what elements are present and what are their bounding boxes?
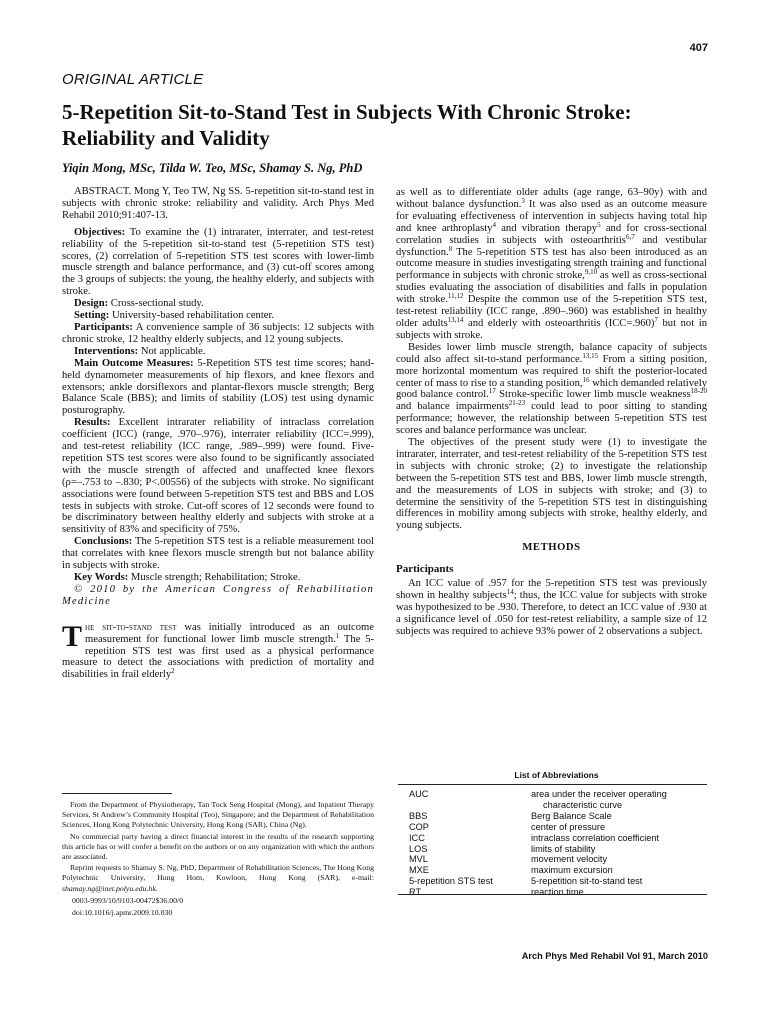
definition-continuation: characteristic curve [543, 799, 623, 810]
intro-paragraph-2 [396, 342, 707, 437]
journal-running-footer: Arch Phys Med Rehabil Vol 91, March 2010 [521, 951, 708, 961]
intro-text: could lead to poor sitting to standing performance; however, the relationship between 5-repetition STS test scores and balance performance was unclear. [396, 401, 707, 437]
left-column [62, 186, 374, 681]
abbreviation-definition [531, 789, 707, 811]
abbreviation-term: ICC [409, 832, 425, 843]
abbreviation-row [409, 844, 707, 855]
abbreviation-definition: reaction time [531, 887, 584, 898]
abstract-interventions [62, 346, 374, 358]
methods-heading: METHODS [522, 542, 581, 554]
conflict-note: No commercial party having a direct financial interest in the results of the research supporting this article has or will confer a benefit on the authors or on any organization with which the authors are associated. [62, 831, 374, 862]
methods-text: ; thus, the ICC value for subjects with stroke was hypothesized to be .930. Therefore, to detect an ICC value of .930 at a significance level of .050 for test-retest reliability, a sample size of 12 subjects was required to achieve 93% power of 2 observations a subject. [396, 590, 707, 637]
doi-line[interactable]: doi:10.1016/j.apmr.2009.10.030 [72, 908, 173, 918]
participants-label: Participants: [74, 321, 133, 333]
abbreviation-term: MVL [409, 854, 428, 865]
abbreviation-definition: limits of stability [531, 843, 596, 854]
outcomes-label: Main Outcome Measures: [74, 357, 194, 369]
results-text: Excellent intrarater reliability of intraclass correlation coefficient (ICC) (range, .970–.976), interrater reliability (ICC=.999), and test-retest reliability (ICC range, .989–.999) were found. Five-repetition STS test scores were also found to be significantly associated with the muscle strength of affected and unaffected knee flexors (ρ=–.753 to –.830; P<.00556) of the subjects with stroke. No significant associations were found between 5-repetition STS test and BBS and LOS tests in subjects with stroke. Cut-off scores of 12 seconds were found to be discriminatory between healthy elderly and subjects with stroke at a sensitivity of 83% and specificity of 75%. [62, 417, 374, 536]
right-column [396, 187, 707, 638]
intro-text: which demanded relatively good balance control. [396, 377, 707, 401]
outcomes-text: 5-Repetition STS test time scores; hand-held dynamometer measurements of hip flexors, and knee flexors and extensors; ankle dorsiflexors and plantar-flexors muscle strength; Berg Balance Scale (BBS); and limits of stability (LOS) test using dynamic posturography. [62, 357, 374, 417]
citation-ref: 3 [521, 196, 525, 205]
footnotes [62, 800, 374, 919]
interventions-text: Not applicable. [140, 345, 206, 357]
setting-label: Setting: [74, 310, 110, 322]
intro-text: and balance impairments [396, 401, 509, 413]
intro-paragraph-1 [62, 619, 374, 682]
abbreviation-row [409, 833, 707, 844]
abstract-citation: ABSTRACT. Mong Y, Teo TW, Ng SS. 5-repetition sit-to-stand test in subjects with chronic stroke: reliability and validity. Arch Phys Med Rehabil 2010;91:407-13. [62, 186, 374, 221]
design-label: Design: [74, 298, 109, 310]
abbreviation-definition: movement velocity [531, 854, 608, 865]
citation-ref: 16 [582, 375, 590, 384]
objectives-label: Objectives: [74, 226, 126, 238]
abstract-participants [62, 322, 374, 346]
participants-text: A convenience sample of 36 subjects: 12 subjects with chronic stroke, 12 healthy elderly subjects, and 12 young subjects. [62, 321, 374, 345]
citation-ref: 7 [654, 315, 658, 324]
intro-paragraph-1-cont [396, 187, 707, 342]
abstract-results [62, 417, 374, 536]
citation-ref: 13,15 [582, 351, 599, 360]
citation-ref: 6,7 [625, 232, 635, 241]
abstract-objectives [62, 227, 374, 298]
abbreviation-definition: Berg Balance Scale [531, 810, 612, 821]
intro-text: and elderly with osteoarthritis (ICC=.960) [463, 317, 655, 329]
abbreviation-term: COP [409, 821, 429, 832]
section-kicker: ORIGINAL ARTICLE [62, 71, 204, 88]
abbreviations-top-rule [398, 784, 707, 785]
abbreviation-definition: center of pressure [531, 821, 606, 832]
abbreviation-row [409, 854, 707, 865]
intro-text: From a sitting position, more horizontal momentum was required to shift the posterior-located center of mass to rise to a standing position, [396, 353, 707, 389]
reprint-text: Reprint requests to Shamay S. Ng, PhD, Department of Rehabilitation Sciences, The Hong Kong Polytechnic University, Hung Hom, Kowloon, Hong Kong (SAR), e-mail: [62, 863, 374, 883]
citation-ref: 4 [492, 220, 496, 229]
objectives-text: To examine the (1) intrarater, interrater, and test-retest reliability of the 5-repetition sit-to-stand test (5-repetition STS test) scores, (2) correlation of 5-repetition STS test scores with lower-limb muscle strength and balance performance, and (3) cut-off scores among the 3 groups of subjects: the young, the healthy elderly, and subjects with stroke. [62, 226, 374, 298]
abbreviation-definition: intraclass correlation coefficient [531, 832, 660, 843]
intro-text: It was also used as an outcome measure for evaluating effectiveness of intervention in subjects having total hip and knee arthroplasty [396, 198, 707, 234]
drop-cap: T [62, 619, 83, 653]
citation-ref: 18-20 [690, 387, 707, 396]
abbreviation-row [409, 887, 707, 898]
abstract-setting [62, 310, 374, 322]
abbreviation-row [409, 865, 707, 876]
intro-text: and for cross-sectional correlation studies in subjects with osteoarthritis [396, 222, 707, 246]
design-text: Cross-sectional study. [110, 298, 204, 310]
abbreviation-definition: maximum excursion [531, 865, 613, 876]
results-label: Results: [74, 417, 111, 429]
methods-paragraph [396, 578, 707, 638]
abbreviation-term: AUC [409, 789, 429, 799]
citation-ref: 21-23 [508, 399, 526, 408]
citation-ref: 17 [488, 387, 496, 396]
abbreviation-row [409, 876, 707, 887]
intro-text: Stroke-specific lower limb muscle weakness [495, 389, 691, 401]
intro-text: The 5-repetition STS test was first used as a physical performance measure to detect the associations with prediction of mortality and disabilities in frail elderly [62, 633, 374, 681]
citation-ref: 5 [597, 220, 601, 229]
intro-text: and vibration therapy [495, 222, 598, 234]
intro-lead: he sit-to-stand test [85, 621, 177, 633]
abbreviation-row [409, 789, 707, 811]
abbreviation-definition: 5-repetition sit-to-stand test [531, 876, 643, 887]
abbreviations-table [409, 789, 707, 898]
abbreviation-row [409, 811, 707, 822]
abstract-keywords [62, 572, 374, 584]
intro-text: as well as cross-sectional studies evaluating the association of disabilities and falls in population with stroke. [396, 270, 708, 306]
abstract-design [62, 298, 374, 310]
methods-text: An ICC value of .957 for the 5-repetition STS test was previously shown in healthy subjects [396, 578, 707, 601]
definition-text: area under the receiver operating [531, 789, 667, 799]
participants-subheading: Participants [396, 563, 454, 576]
abbreviation-term: BBS [409, 810, 428, 821]
affiliation-note: From the Department of Physiotherapy, Tan Tock Seng Hospital (Mong), and Inpatient Therapy Services, St Andrew’s Community Hospital (Teo), Singapore; and the Department of Rehabilitation Sciences, Hong Kong Polytechnic University, Hong Kong (SAR), China (Ng). [62, 800, 374, 830]
intro-text: as well as to differentiate older adults (age range, 63–90y) with and without balance dysfunction. [396, 187, 707, 210]
intro-text: Despite the common use of the 5-repetition STS test, test-retest reliability (ICC range, .890–.960) was established in healthy older adults [396, 294, 707, 329]
interventions-label: Interventions: [74, 345, 139, 357]
reprint-note [62, 863, 374, 894]
abbreviations-bottom-rule [398, 894, 707, 895]
intro-text: Besides lower limb muscle strength, balance capacity of subjects could also affect sit-to-stand performance. [396, 341, 707, 365]
abbreviation-term: LOS [409, 843, 428, 854]
conclusions-text: The 5-repetition STS test is a reliable measurement tool that correlates with knee flexors muscle strength but not balance ability in subjects with stroke. [62, 536, 374, 572]
conclusions-label: Conclusions: [74, 536, 133, 548]
citation-ref: 14 [506, 588, 514, 596]
article-title: 5-Repetition Sit-to-Stand Test in Subjects With Chronic Stroke: Reliability and Validity [62, 100, 632, 150]
abbreviation-row [409, 822, 707, 833]
abbreviation-term: 5-repetition STS test [409, 876, 493, 887]
citation-ref: 8 [448, 244, 453, 253]
intro-text: was initially introduced as an outcome measurement for functional lower limb muscle strength. [85, 621, 374, 645]
keywords-label: Key Words: [74, 572, 129, 583]
citation-ref: 9,10 [584, 268, 598, 277]
copyright-notice: © 2010 by the American Congress of Rehabilitation Medicine [62, 583, 374, 607]
citation-ref: 1 [335, 631, 340, 640]
footnote-divider [62, 793, 172, 794]
setting-text: University-based rehabilitation center. [111, 310, 275, 322]
author-line: Yiqin Mong, MSc, Tilda W. Teo, MSc, Shamay S. Ng, PhD [62, 161, 363, 175]
abbreviation-term: RT [409, 887, 422, 898]
email-link[interactable]: shamay.ng@inet.polyu.edu.hk. [62, 883, 158, 893]
abbreviation-term: MXE [409, 865, 429, 876]
abstract-outcomes [62, 358, 374, 418]
abstract-conclusions [62, 536, 374, 572]
citation-ref: 11,12 [447, 292, 464, 301]
citation-ref: 13,14 [447, 315, 464, 324]
intro-paragraph-3: The objectives of the present study were (1) to investigate the intrarater, interrater, and test-retest reliability of the 5-repetition STS test in subjects with chronic stroke; (2) to investigate the relationship between the 5-repetition STS test and BBS, lower limb muscle strength, and the measurements of LOS in subjects with stroke; and (3) to determine the sensitivity of the 5-repetition STS test in distinguishing differences in mobility among subjects with stroke, healthy elderly, and young subjects. [396, 437, 707, 532]
citation-ref: 2 [171, 667, 175, 676]
page-number: 407 [689, 42, 708, 54]
intro-text: but not in subjects with stroke. [396, 317, 707, 341]
intro-text: and vestibular dysfunction. [396, 234, 707, 258]
abbreviations-title: List of Abbreviations [514, 770, 599, 780]
keywords-text: Muscle strength; Rehabilitation; Stroke. [130, 572, 301, 583]
issn-line: 0003-9993/10/9103-00472$36.00/0 [72, 895, 184, 905]
intro-text: The 5-repetition STS test has also been introduced as an outcome measure in studies investigating strength training and functional performance in subjects with chronic stroke, [396, 246, 707, 282]
